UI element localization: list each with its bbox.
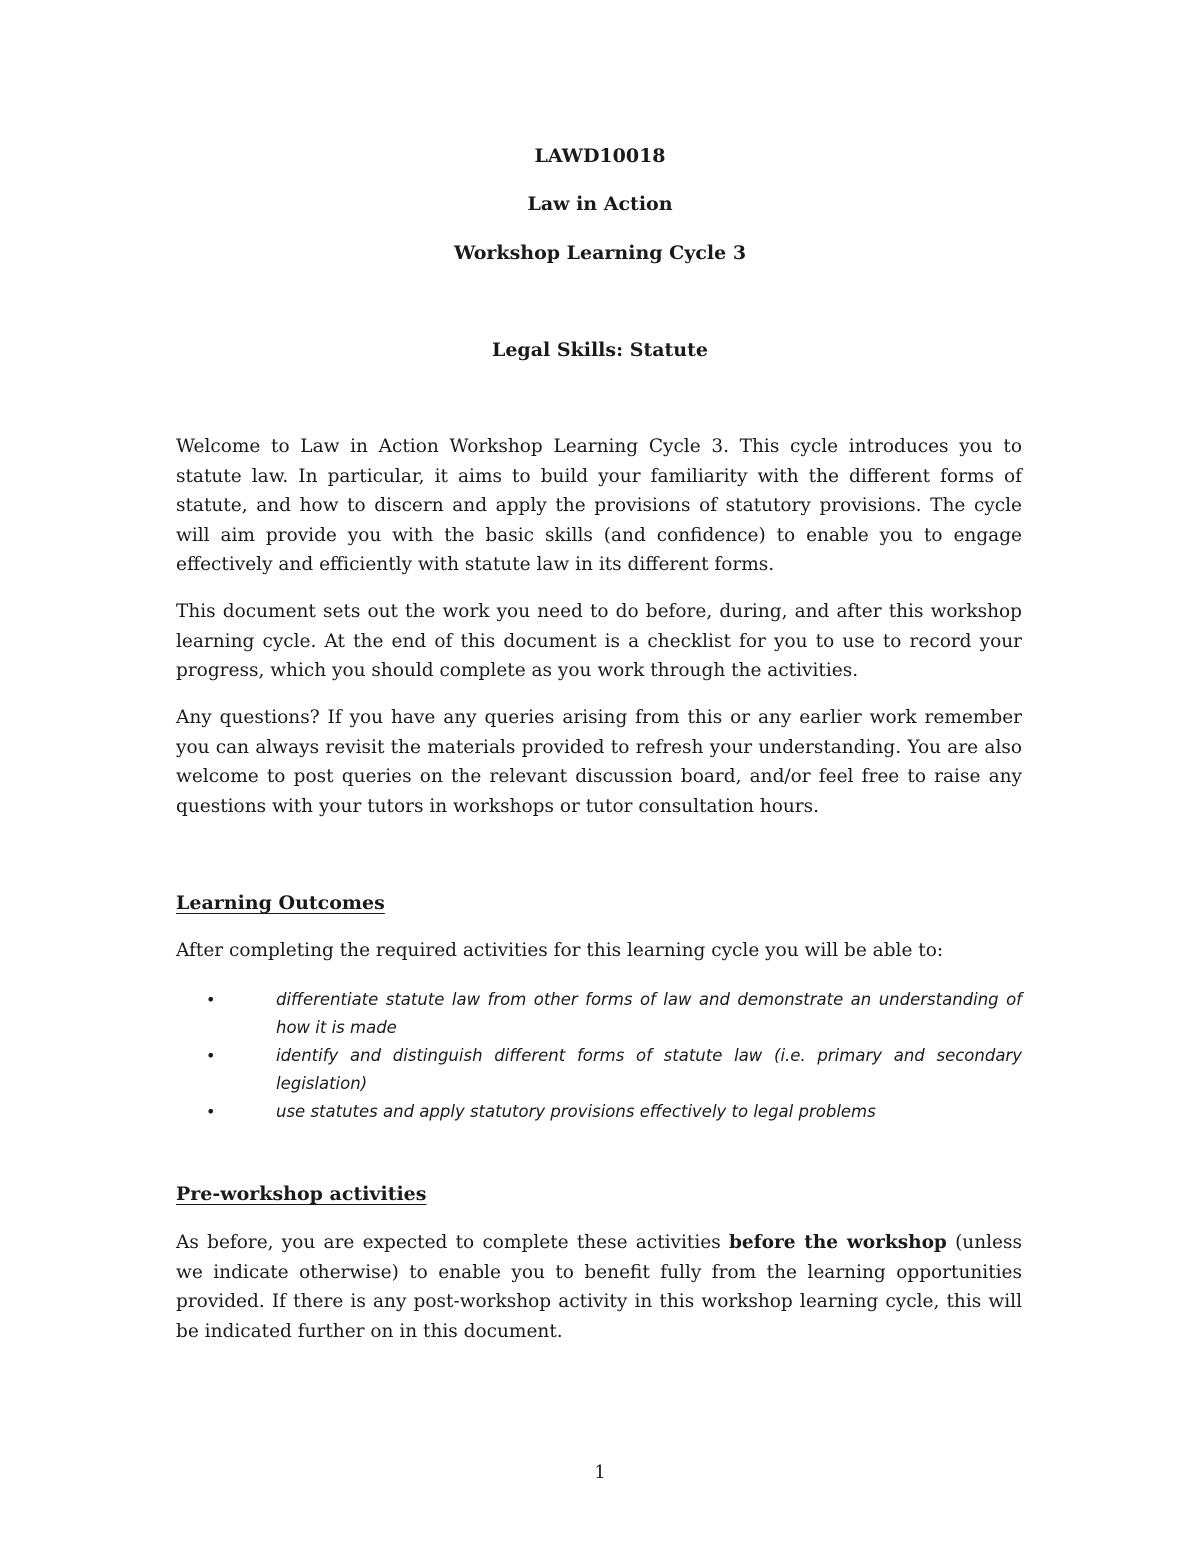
list-item-text: differentiate statute law from other forms of law and demonstrate an understanding of how it is made (276, 990, 1022, 1037)
bullet-icon: • (206, 1046, 216, 1065)
pre-workshop-text-end: (unless we indicate otherwise) to enable you to benefit fully from the learning opportunities provided. If there is any post-workshop activity in this workshop learning cycle, this will be indicated further on in this document. (176, 1232, 1022, 1342)
learning-outcomes-lead: After completing the required activities for this learning cycle you will be able to: (176, 940, 944, 961)
page-number: 1 (594, 1462, 606, 1483)
list-item-text: use statutes and apply statutory provisions effectively to legal problems (276, 1102, 876, 1121)
cycle-title: Workshop Learning Cycle 3 (453, 242, 747, 264)
pre-workshop-text-start: As before, you are expected to complete these activities (176, 1232, 729, 1253)
list-item-text: identify and distinguish different forms of statute law (i.e. primary and secondary legislation) (276, 1046, 1022, 1093)
pre-workshop-heading: Pre-workshop activities (176, 1183, 427, 1205)
list-item (176, 1042, 1022, 1098)
bullet-icon: • (206, 990, 216, 1009)
course-name: Law in Action (527, 193, 673, 215)
pre-workshop-paragraph (176, 1228, 1022, 1346)
bullet-icon: • (206, 1102, 216, 1121)
pre-workshop-emphasis: before the workshop (728, 1232, 947, 1253)
learning-outcomes-list (176, 986, 1022, 1126)
intro-paragraph-2: This document sets out the work you need to do before, during, and after this workshop learning cycle. At the end of this document is a checklist for you to use to record your progress, which you should complete as you work through the activities. (176, 601, 1022, 681)
learning-outcomes-heading: Learning Outcomes (176, 892, 385, 914)
topic-title: Legal Skills: Statute (491, 339, 708, 361)
intro-paragraph-1: Welcome to Law in Action Workshop Learning Cycle 3. This cycle introduces you to statute law. In particular, it aims to build your familiarity with the different forms of statute, and how to discern and apply the provisions of statutory provisions. The cycle will aim provide you with the basic skills (and confidence) to enable you to engage effectively and efficiently with statute law in its different forms. (176, 436, 1022, 575)
intro-paragraph-3: Any questions? If you have any queries arising from this or any earlier work remember you can always revisit the materials provided to refresh your understanding. You are also welcome to post queries on the relevant discussion board, and/or feel free to raise any questions with your tutors in workshops or tutor consultation hours. (176, 707, 1022, 817)
list-item (176, 1098, 1022, 1126)
list-item (176, 986, 1022, 1042)
course-code: LAWD10018 (534, 145, 666, 167)
